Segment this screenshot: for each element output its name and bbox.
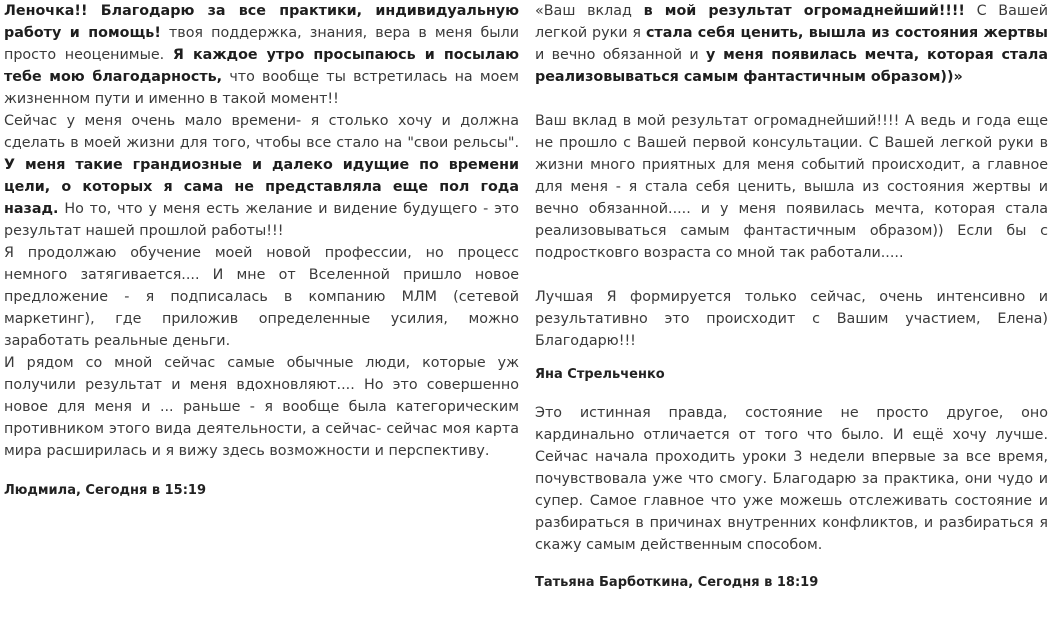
text: «Ваш вклад: [535, 3, 644, 19]
text: твоя поддержка, знания, вера в меня были просто неоценимые.: [4, 25, 519, 63]
bold-text: Леночка!! Благодарю за все практики, индивидуальную работу и помощь!: [4, 3, 519, 41]
review-text-yana-2: Лучшая Я формируется только сейчас, очень интенсивно и результативно это происходит с Вашим участием, Елена) Благодарю!!!: [535, 289, 1048, 349]
review-column-left: [4, 0, 519, 500]
review-author-ludmila: Людмила, Сегодня в 15:19: [4, 483, 206, 498]
review-author-tatiana: Татьяна Барботкина, Сегодня в 18:19: [535, 575, 819, 590]
bold-text: в мой результат огромаднейший!!!!: [643, 3, 965, 19]
bold-text: у меня появилась мечта, которая стала реализовываться самым фантастичным образом))»: [535, 47, 1048, 85]
review-column-right: [535, 0, 1048, 592]
text: Я продолжаю обучение моей новой профессии, но процесс немного затягивается.... И мне от Вселенной пришло новое предложение - я подписалась в компанию МЛМ (сетевой маркетинг), где приложив определенные усилия, можно заработать реальные деньги.: [4, 245, 519, 349]
text: что вообще ты встретилась на моем жизненном пути и именно в такой момент!!: [4, 69, 520, 107]
text: С Вашей легкой руки я: [535, 3, 1048, 41]
text: И рядом со мной сейчас самые обычные люди, которые уж получили результат и меня вдохновляют.... Но это совершенно новое для меня и ... раньше - я вообще была категорическим противником этого вида деятельности, а сейчас- сейчас моя карта мира расширилась и я вижу здесь возможности и перспективу.: [4, 355, 519, 459]
text: Но то, что у меня есть желание и видение будущего - это результат нашей прошлой работы!!!: [4, 201, 519, 239]
review-quote: [535, 0, 1048, 88]
review-text-yana-1: Ваш вклад в мой результат огромаднейший!!!! А ведь и года еще не прошло с Вашей первой консультации. С Вашей легкой руки в жизни много приятных для меня событий происходит, а главное для меня - я стала себя ценить, вышла из состояния жертвы и вечно обязанной..... и у меня появилась мечта, которая стала реализовываться самым фантастичным образом)) Если бы с подростковго возраста со мной так работали.....: [535, 113, 1048, 261]
review-text-ludmila: [4, 0, 519, 462]
text: и вечно обязанной и: [535, 47, 706, 63]
review-author-yana: Яна Стрельченко: [535, 367, 665, 382]
bold-text: У меня такие грандиозные и далеко идущие по времени цели, о которых я сама не представляла еще пол года назад.: [4, 157, 519, 217]
bold-text: стала себя ценить, вышла из состояния жертвы: [645, 25, 1048, 41]
text: Сейчас у меня очень мало времени- я столько хочу и должна сделать в моей жизни для того, чтобы все стало на "свои рельсы".: [4, 113, 519, 151]
bold-text: Я каждое утро просыпаюсь и посылаю тебе мою благодарность,: [4, 47, 519, 85]
review-text-tatiana: Это истинная правда, состояние не просто другое, оно кардинально отличается от того что было. И ещё хочу лучше. Сейчас начала проходить уроки 3 недели впервые за все время, почувствовала уже что смогу. Благодарю за практика, они чудо и супер. Самое главное что уже можешь отслеживать состояние и разбираться в причинах внутренних конфликтов, и разбираться я скажу самым действенным способом.: [535, 405, 1048, 553]
